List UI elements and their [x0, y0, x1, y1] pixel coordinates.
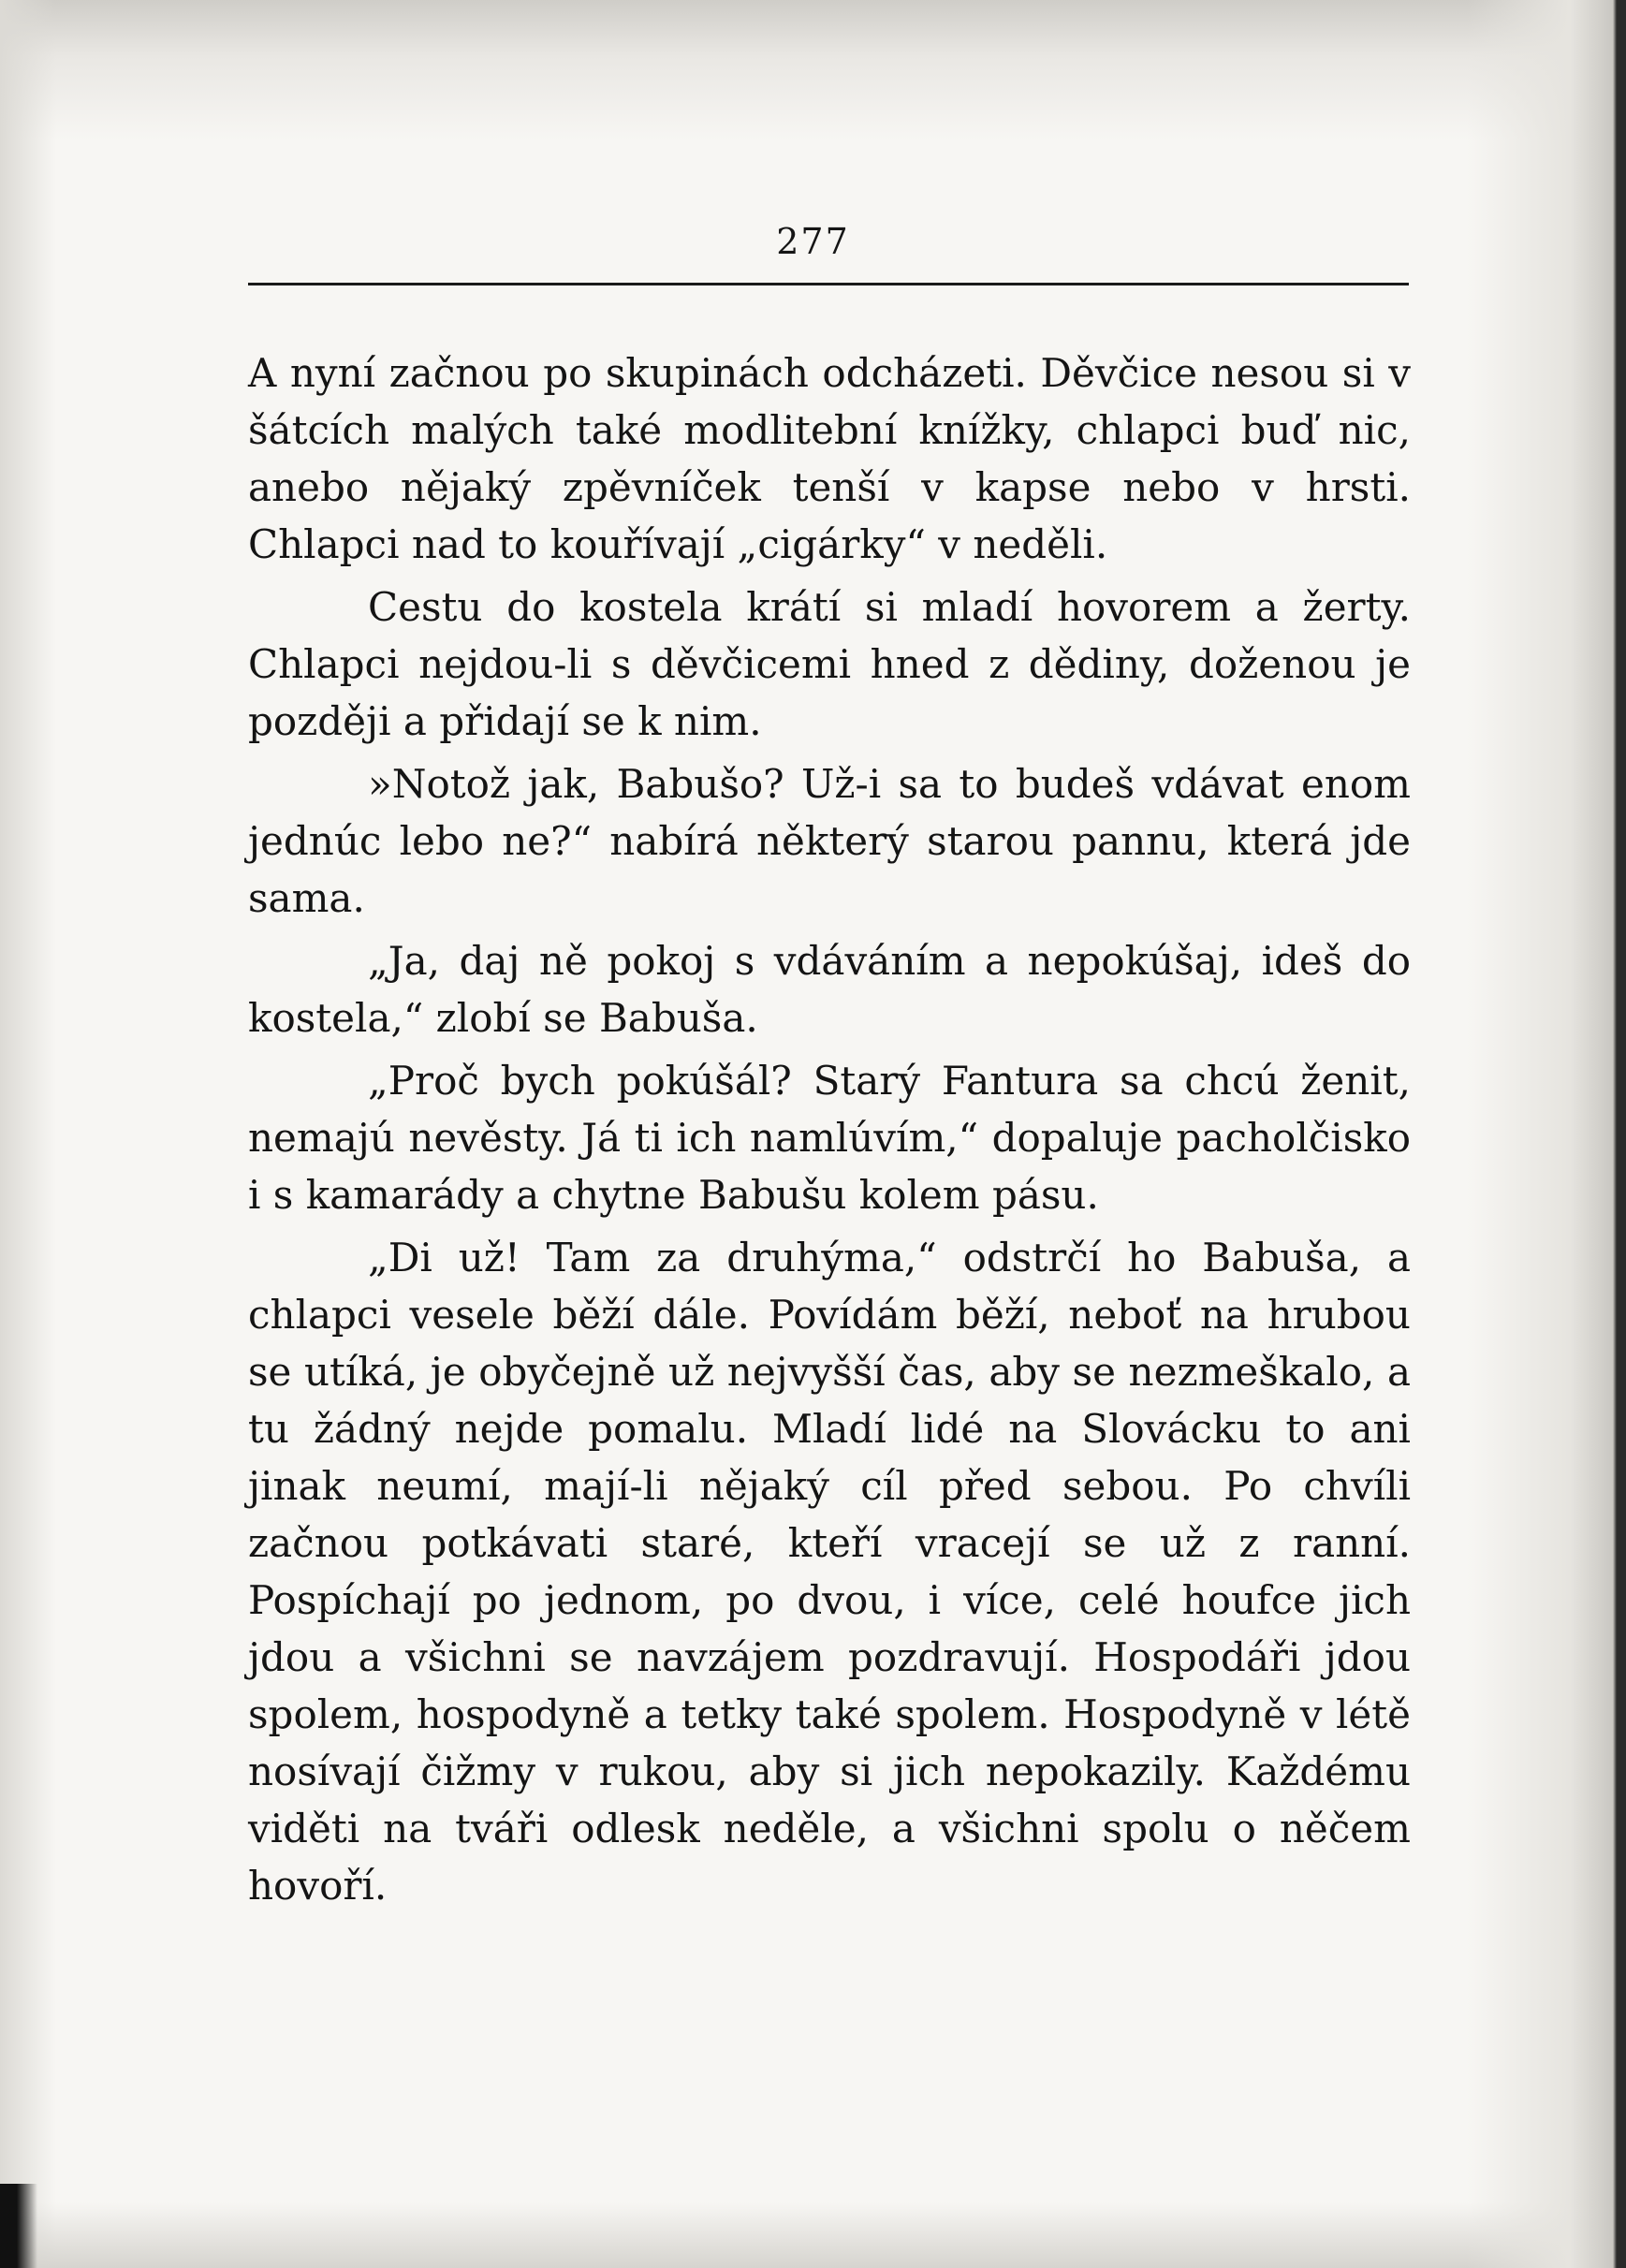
paragraph-4: „Ja, daj ně pokoj s vdáváním a nepokúšaj, ideš do kostela,“ zlobí se Babuša. [248, 938, 1411, 1041]
paragraph-2: Cestu do kostela krátí si mladí hovorem a žerty. Chlapci nejdou-li s děvčicemi hned z dědiny, doženou je později a přidají se k nim. [248, 584, 1411, 744]
paragraph-1: A nyní začnou po skupinách odcházeti. Děvčice nesou si v šátcích malých také modlitební knížky, chlapci buď nic, anebo nějaký zpěvníček tenší v kapse nebo v hrsti. Chlapci nad to kouřívají „cigárky“ v neděli. [248, 350, 1411, 567]
scan-corner-mark [0, 2184, 37, 2268]
paragraph-5: „Proč bych pokúšál? Starý Fantura sa chcú ženit, nemajú nevěsty. Já ti ich namlúvím,“ dopaluje pacholčisko i s kamarády a chytne Babušu kolem pásu. [248, 1058, 1411, 1218]
header-rule [248, 283, 1409, 285]
page-number: 277 [776, 221, 850, 262]
scan-shadow-right [1467, 0, 1626, 2268]
body-text [248, 344, 1411, 1920]
paragraph-3: »Notož jak, Babušo? Už-i sa to budeš vdávat enom jednúc lebo ne?“ nabírá některý starou pannu, která jde sama. [248, 761, 1411, 921]
scan-shadow-top [0, 0, 1626, 140]
paragraph-6: „Di už! Tam za druhýma,“ odstrčí ho Babuša, a chlapci vesele běží dále. Povídám běží, neboť na hrubou se utíká, je obyčejně už nejvyšší čas, aby se nezmeškalo, a tu žádný nejde pomalu. Mladí lidé na Slovácku to ani jinak neumí, mají-li nějaký cíl před sebou. Po chvíli začnou potkávati staré, kteří vracejí se už z ranní. Pospíchají po jednom, po dvou, i více, celé houfce jich jdou a všichni se navzájem pozdravují. Hospodáři jdou spolem, hospodyně a tetky také spolem. Hospodyně v létě nosívají čižmy v rukou, aby si jich nepokazily. Každému viděti na tváři odlesk neděle, a všichni spolu o něčem hovoří. [248, 1235, 1411, 1909]
scan-shadow-bottom [0, 2202, 1626, 2268]
scan-shadow-left [0, 0, 56, 2268]
